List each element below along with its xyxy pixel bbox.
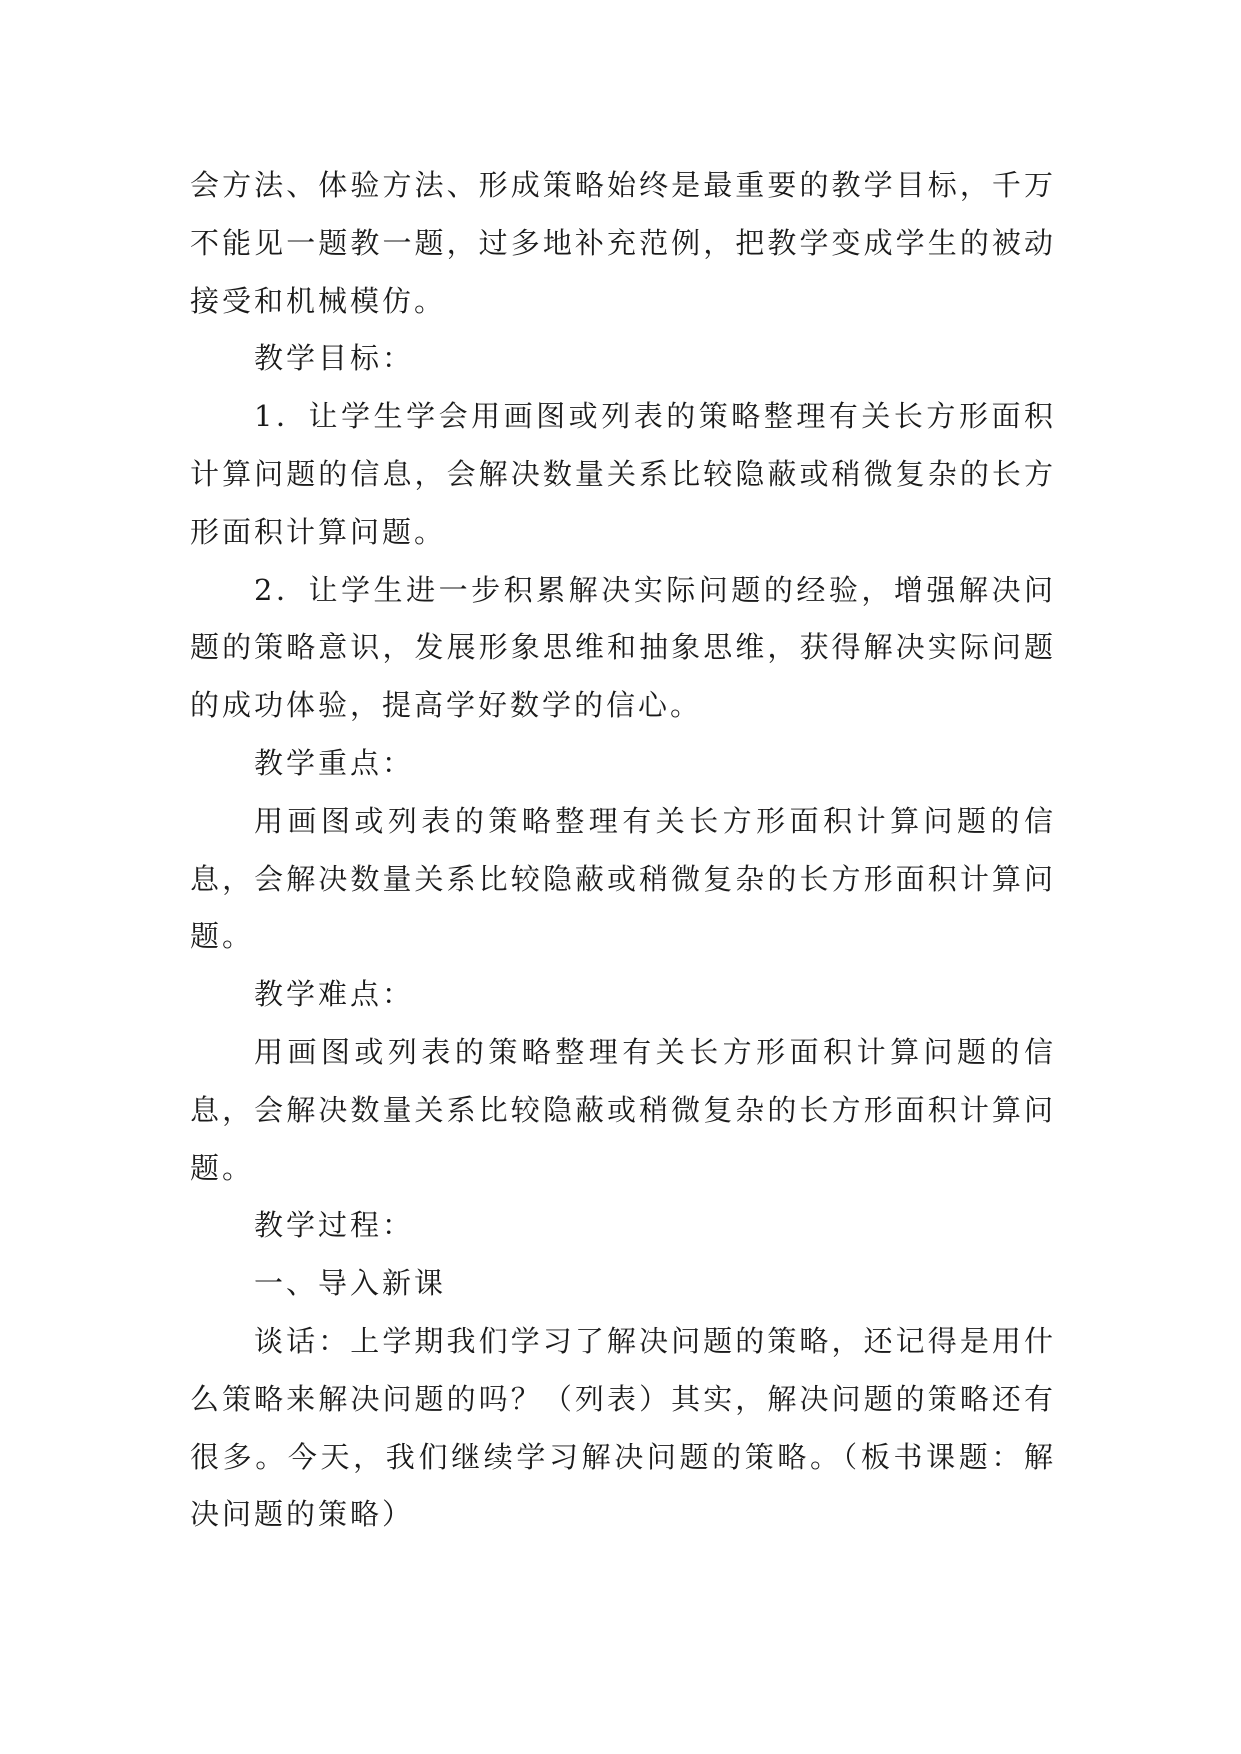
heading-teaching-focus: 教学重点： [254,745,415,780]
paragraph-introduction-dialogue: 谈话：上学期我们学习了解决问题的策略，还记得是用什么策略来解决问题的吗？（列表）其实，解决问题的策略还有很多。今天，我们继续学习解决问题的策略。（板书课题：解决问题的策略） [190,1323,1056,1532]
objective-item-2: 2．让学生进一步积累解决实际问题的经验，增强解决问题的策略意识，发展形象思维和抽象思维，获得解决实际问题的成功体验，提高学好数学的信心。 [190,572,1056,723]
heading-teaching-process: 教学过程： [254,1208,415,1243]
paragraph-continued-intro: 会方法、体验方法、形成策略始终是最重要的教学目标，千万不能见一题教一题，过多地补充范例，把教学变成学生的被动接受和机械模仿。 [190,168,1056,318]
paragraph-teaching-focus: 用画图或列表的策略整理有关长方形面积计算问题的信息，会解决数量关系比较隐蔽或稍微复杂的长方形面积计算问题。 [190,803,1056,954]
paragraph-teaching-difficulty: 用画图或列表的策略整理有关长方形面积计算问题的信息，会解决数量关系比较隐蔽或稍微复杂的长方形面积计算问题。 [190,1034,1056,1185]
document-page [190,157,1056,1544]
heading-teaching-difficulty: 教学难点： [254,977,415,1012]
heading-section-1: 一、导入新课 [254,1266,447,1301]
heading-teaching-objectives: 教学目标： [254,341,415,376]
objective-item-1: 1．让学生学会用画图或列表的策略整理有关长方形面积计算问题的信息，会解决数量关系比较隐蔽或稍微复杂的长方形面积计算问题。 [190,399,1056,549]
